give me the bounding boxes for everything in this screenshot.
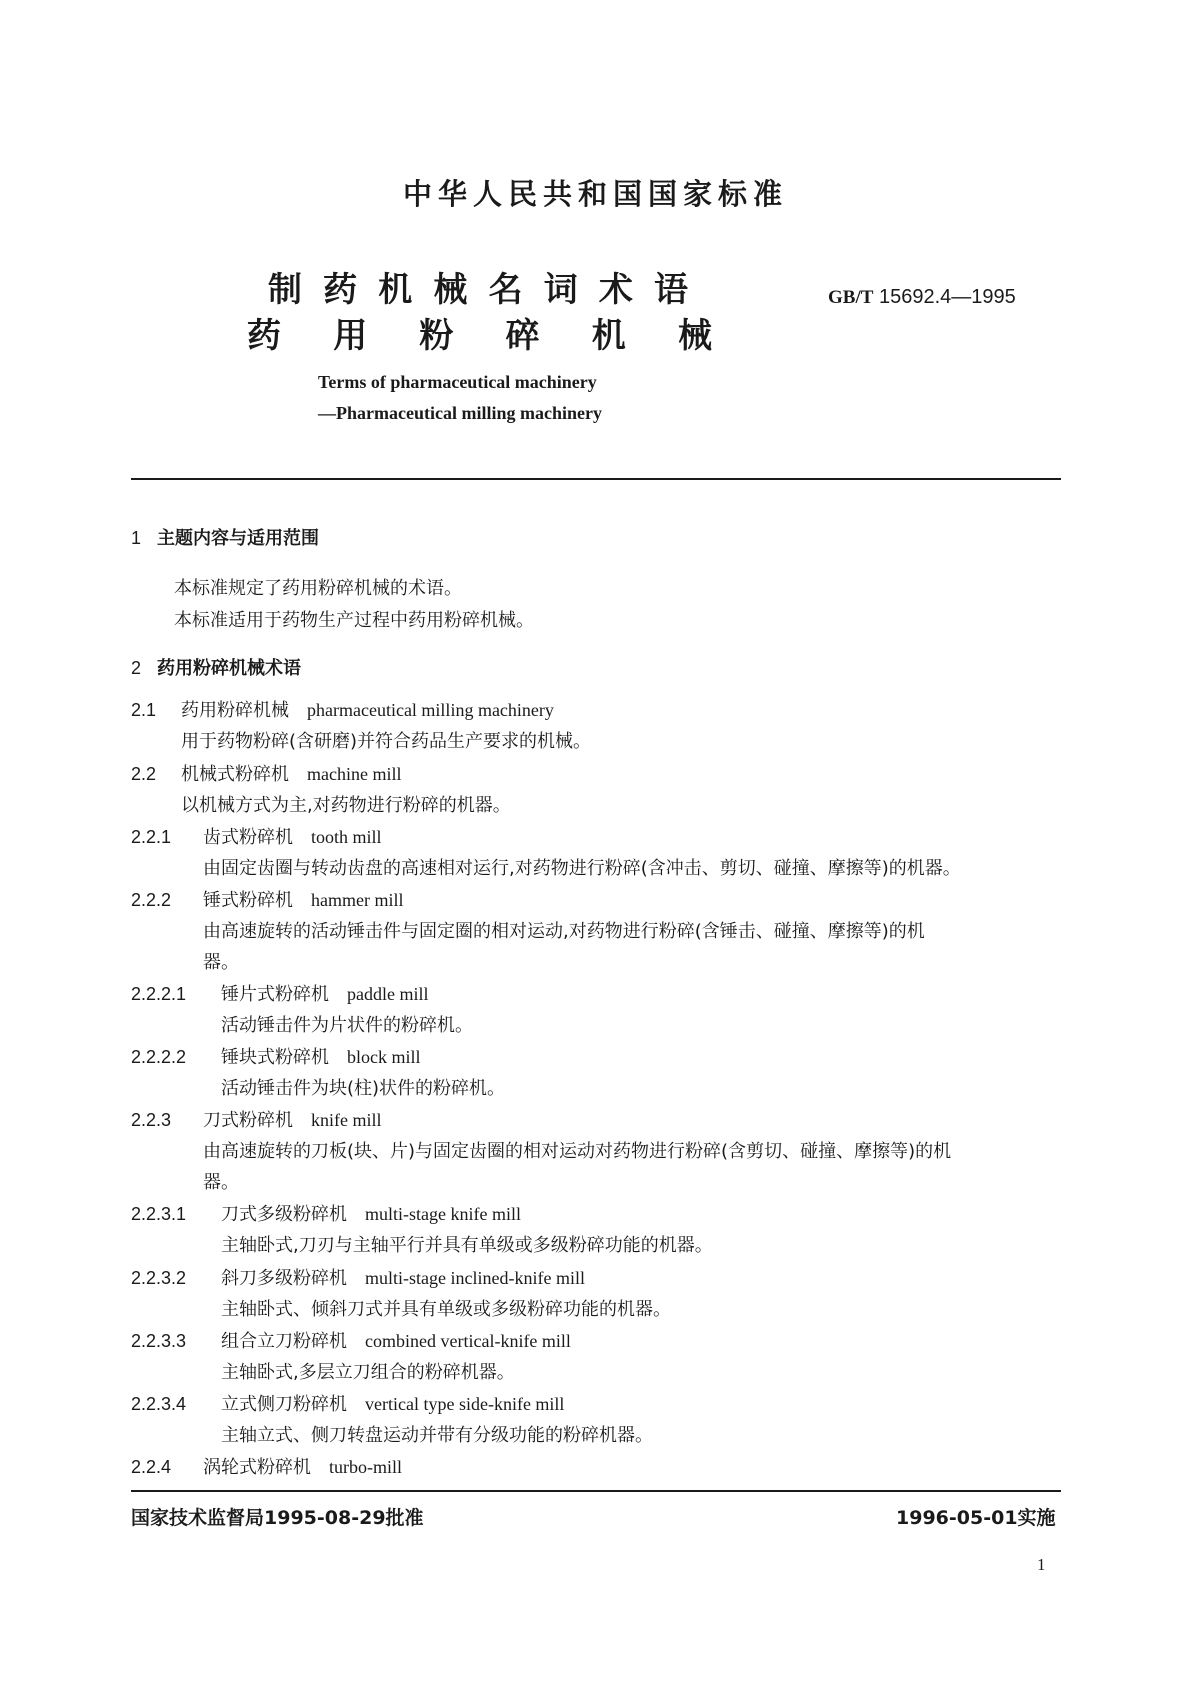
- title-char: 机: [378, 270, 413, 310]
- term-chinese: 锤片式粉碎机: [221, 984, 329, 1005]
- term-number: 2.2: [131, 764, 157, 784]
- term-definition: 器。: [203, 1172, 239, 1193]
- term-chinese: 组合立刀粉碎机: [221, 1331, 347, 1352]
- term-definition: 由高速旋转的刀板(块、片)与固定齿圈的相对运动对药物进行粉碎(含剪切、碰撞、摩擦等)的机: [203, 1141, 952, 1162]
- term-number: 2.2.2.2: [131, 1047, 187, 1067]
- term-entry: [131, 1200, 521, 1226]
- term-number: 2.2.2: [131, 890, 172, 910]
- term-chinese: 刀式粉碎机: [203, 1110, 293, 1131]
- section-1-heading: [131, 524, 319, 550]
- section-1-title: 主题内容与适用范围: [157, 528, 320, 549]
- header-divider: [131, 478, 1061, 480]
- term-entry: [131, 823, 382, 849]
- term-number: 2.2.3.4: [131, 1394, 187, 1414]
- term-definition: 由固定齿圈与转动齿盘的高速相对运行,对药物进行粉碎(含冲击、剪切、碰撞、摩擦等)的机器。: [203, 858, 961, 879]
- section-2-title: 药用粉碎机械术语: [157, 658, 302, 679]
- title-char: 械: [433, 270, 468, 310]
- page-number: 1: [1037, 1555, 1046, 1574]
- title-char: 药: [323, 270, 358, 310]
- term-entry: [131, 1264, 585, 1290]
- english-title-line-2: —Pharmaceutical milling machinery: [318, 403, 602, 423]
- term-number: 2.2.4: [131, 1457, 172, 1477]
- term-english: multi-stage knife mill: [365, 1204, 521, 1224]
- term-definition: 活动锤击件为片状件的粉碎机。: [221, 1015, 473, 1036]
- term-definition: 用于药物粉碎(含研磨)并符合药品生产要求的机械。: [181, 731, 592, 752]
- term-english: hammer mill: [311, 890, 404, 910]
- standard-code: 15692.4—1995: [878, 286, 1016, 308]
- term-number: 2.2.1: [131, 827, 172, 847]
- term-entry: [131, 980, 428, 1006]
- term-entry: [131, 760, 401, 786]
- standard-prefix: GB/T: [828, 287, 874, 308]
- term-definition: 由高速旋转的活动锤击件与固定圈的相对运动,对药物进行粉碎(含锤击、碰撞、摩擦等)的机: [203, 921, 925, 942]
- term-number: 2.2.3.1: [131, 1204, 187, 1224]
- term-chinese: 齿式粉碎机: [203, 827, 293, 848]
- term-entry: [131, 1390, 564, 1416]
- term-chinese: 药用粉碎机械: [181, 700, 289, 721]
- term-number: 2.2.3.2: [131, 1268, 187, 1288]
- term-definition: 活动锤击件为块(柱)状件的粉碎机。: [221, 1078, 506, 1099]
- term-entry: [131, 1106, 382, 1132]
- term-english: block mill: [347, 1047, 421, 1067]
- term-definition: 主轴卧式,多层立刀组合的粉碎机器。: [221, 1362, 515, 1383]
- title-char: 术: [598, 270, 633, 310]
- term-chinese: 立式侧刀粉碎机: [221, 1394, 347, 1415]
- title-char: 名: [488, 270, 523, 310]
- term-entry: [131, 886, 403, 912]
- term-chinese: 涡轮式粉碎机: [203, 1457, 311, 1478]
- title-char: 械: [677, 316, 712, 356]
- title-char: 语: [653, 270, 688, 310]
- term-entry: [131, 696, 554, 722]
- chinese-title-line-1: [268, 262, 688, 311]
- national-standard-title: 中华人民共和国国家标准: [402, 177, 788, 211]
- term-chinese: 锤式粉碎机: [203, 890, 293, 911]
- term-definition: 器。: [203, 952, 239, 973]
- term-english: vertical type side-knife mill: [365, 1394, 565, 1414]
- title-char: 碎: [505, 316, 540, 356]
- term-number: 2.1: [131, 700, 157, 720]
- term-definition: 主轴立式、侧刀转盘运动并带有分级功能的粉碎机器。: [221, 1425, 653, 1446]
- term-english: turbo-mill: [329, 1457, 402, 1477]
- implementation-line: 1996-05-01实施: [896, 1507, 1056, 1529]
- term-number: 2.2.3.3: [131, 1331, 187, 1351]
- section-2-heading: [131, 654, 301, 680]
- term-chinese: 锤块式粉碎机: [221, 1047, 329, 1068]
- title-char: 制: [268, 270, 302, 310]
- title-char: 词: [543, 270, 578, 310]
- term-english: tooth mill: [311, 827, 382, 847]
- term-chinese: 刀式多级粉碎机: [221, 1204, 347, 1225]
- section-2-number: 2: [131, 658, 142, 678]
- english-title-line-1: Terms of pharmaceutical machinery: [318, 372, 597, 392]
- term-entry: [131, 1043, 421, 1069]
- chinese-title-line-2: [247, 308, 712, 357]
- title-char: 用: [333, 316, 368, 356]
- section-1-paragraph-2: 本标准适用于药物生产过程中药用粉碎机械。: [174, 610, 534, 631]
- footer-divider: [131, 1490, 1061, 1492]
- term-entry: [131, 1453, 402, 1479]
- term-number: 2.2.2.1: [131, 984, 187, 1004]
- term-english: paddle mill: [347, 984, 429, 1004]
- title-char: 粉: [419, 316, 454, 356]
- standard-number: [828, 286, 1016, 309]
- term-definition: 主轴卧式,刀刃与主轴平行并具有单级或多级粉碎功能的机器。: [221, 1235, 713, 1256]
- term-english: combined vertical-knife mill: [365, 1331, 571, 1351]
- term-english: knife mill: [311, 1110, 382, 1130]
- term-number: 2.2.3: [131, 1110, 172, 1130]
- term-chinese: 机械式粉碎机: [181, 764, 289, 785]
- title-char: 机: [591, 316, 626, 356]
- section-1-paragraph-1: 本标准规定了药用粉碎机械的术语。: [174, 578, 462, 599]
- term-english: pharmaceutical milling machinery: [307, 700, 554, 720]
- term-english: machine mill: [307, 764, 402, 784]
- title-char: 药: [247, 316, 281, 356]
- approval-line: 国家技术监督局1995-08-29批准: [131, 1507, 424, 1529]
- term-chinese: 斜刀多级粉碎机: [221, 1268, 347, 1289]
- term-definition: 以机械方式为主,对药物进行粉碎的机器。: [181, 795, 511, 816]
- term-definition: 主轴卧式、倾斜刀式并具有单级或多级粉碎功能的机器。: [221, 1299, 671, 1320]
- term-entry: [131, 1327, 571, 1353]
- term-english: multi-stage inclined-knife mill: [365, 1268, 585, 1288]
- section-1-number: 1: [131, 528, 142, 548]
